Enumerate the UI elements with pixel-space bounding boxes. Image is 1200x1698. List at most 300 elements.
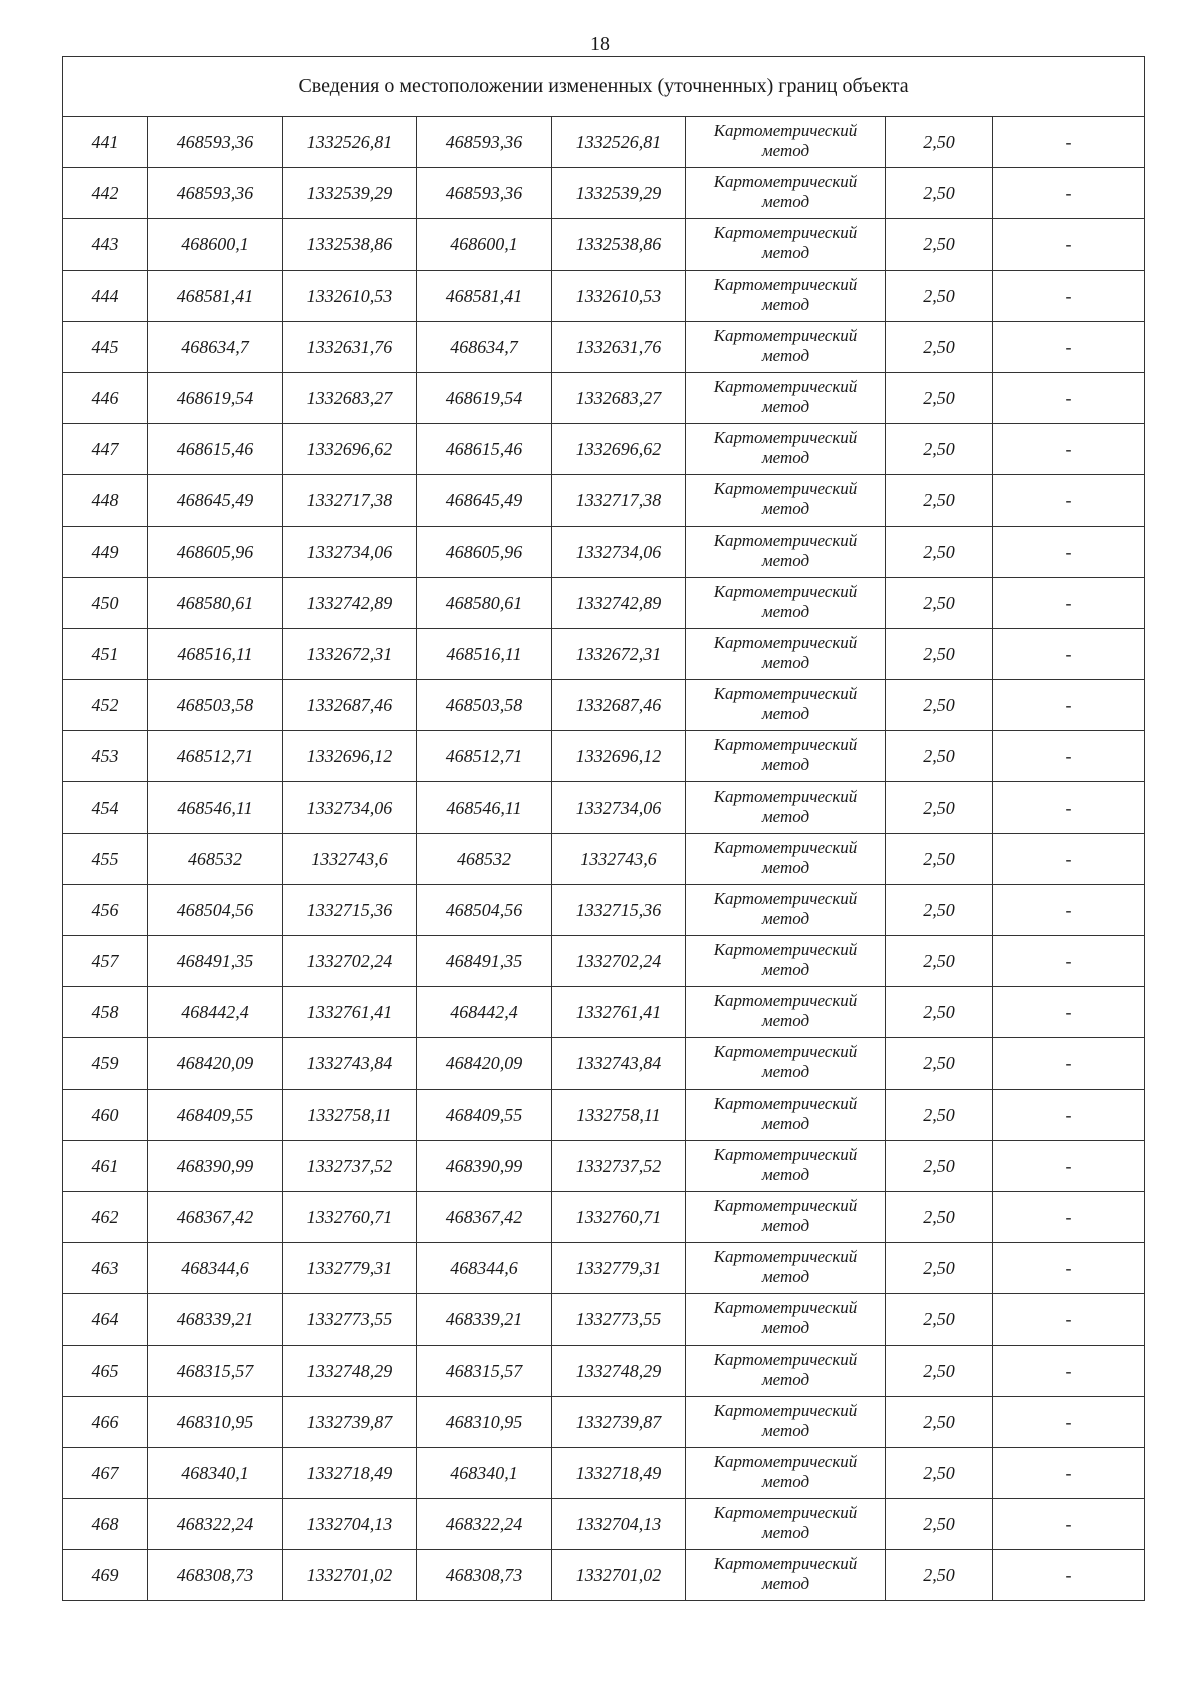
table-row bbox=[63, 117, 1145, 168]
table-row bbox=[63, 270, 1145, 321]
method-line: Картометрический bbox=[713, 632, 858, 652]
note-cell: - bbox=[993, 372, 1145, 423]
existing-x-cell: 468339,21 bbox=[148, 1294, 283, 1345]
existing-x-cell: 468308,73 bbox=[148, 1550, 283, 1601]
point-number-cell: 449 bbox=[63, 526, 148, 577]
method-line: Картометрический bbox=[713, 325, 858, 345]
method-cell bbox=[686, 1499, 886, 1550]
method-line: Картометрический bbox=[713, 1503, 858, 1523]
method-line: Картометрический bbox=[713, 530, 858, 550]
method-cell bbox=[686, 731, 886, 782]
method-line: метод bbox=[761, 294, 810, 314]
note-cell: - bbox=[993, 1243, 1145, 1294]
note-cell: - bbox=[993, 475, 1145, 526]
existing-y-cell: 1332739,87 bbox=[283, 1396, 417, 1447]
refined-y-cell: 1332743,6 bbox=[552, 833, 686, 884]
existing-x-cell: 468600,1 bbox=[148, 219, 283, 270]
note-cell: - bbox=[993, 731, 1145, 782]
method-line: Картометрический bbox=[713, 428, 858, 448]
refined-y-cell: 1332526,81 bbox=[552, 117, 686, 168]
accuracy-cell: 2,50 bbox=[886, 424, 993, 475]
method-line: метод bbox=[761, 652, 810, 672]
method-line: метод bbox=[761, 960, 810, 980]
point-number-cell: 467 bbox=[63, 1447, 148, 1498]
existing-y-cell: 1332672,31 bbox=[283, 628, 417, 679]
refined-x-cell: 468315,57 bbox=[417, 1345, 552, 1396]
refined-y-cell: 1332701,02 bbox=[552, 1550, 686, 1601]
existing-x-cell: 468615,46 bbox=[148, 424, 283, 475]
existing-x-cell: 468310,95 bbox=[148, 1396, 283, 1447]
method-line: Картометрический bbox=[713, 223, 858, 243]
existing-y-cell: 1332704,13 bbox=[283, 1499, 417, 1550]
existing-x-cell: 468420,09 bbox=[148, 1038, 283, 1089]
method-line: метод bbox=[761, 550, 810, 570]
method-line: Картометрический bbox=[713, 940, 858, 960]
refined-x-cell: 468409,55 bbox=[417, 1089, 552, 1140]
point-number-cell: 461 bbox=[63, 1140, 148, 1191]
refined-x-cell: 468645,49 bbox=[417, 475, 552, 526]
note-cell: - bbox=[993, 1447, 1145, 1498]
note-cell: - bbox=[993, 117, 1145, 168]
method-line: Картометрический bbox=[713, 786, 858, 806]
method-line: метод bbox=[761, 1164, 810, 1184]
refined-y-cell: 1332538,86 bbox=[552, 219, 686, 270]
existing-x-cell: 468593,36 bbox=[148, 117, 283, 168]
method-cell bbox=[686, 168, 886, 219]
point-number-cell: 464 bbox=[63, 1294, 148, 1345]
method-line: метод bbox=[761, 1574, 810, 1594]
method-cell bbox=[686, 270, 886, 321]
existing-x-cell: 468512,71 bbox=[148, 731, 283, 782]
existing-y-cell: 1332696,62 bbox=[283, 424, 417, 475]
accuracy-cell: 2,50 bbox=[886, 1499, 993, 1550]
refined-y-cell: 1332760,71 bbox=[552, 1191, 686, 1242]
existing-y-cell: 1332701,02 bbox=[283, 1550, 417, 1601]
point-number-cell: 462 bbox=[63, 1191, 148, 1242]
method-cell bbox=[686, 1140, 886, 1191]
method-line: Картометрический bbox=[713, 1042, 858, 1062]
note-cell: - bbox=[993, 987, 1145, 1038]
note-cell: - bbox=[993, 1345, 1145, 1396]
refined-x-cell: 468339,21 bbox=[417, 1294, 552, 1345]
refined-y-cell: 1332717,38 bbox=[552, 475, 686, 526]
refined-x-cell: 468605,96 bbox=[417, 526, 552, 577]
existing-y-cell: 1332758,11 bbox=[283, 1089, 417, 1140]
method-cell bbox=[686, 1038, 886, 1089]
method-cell bbox=[686, 1089, 886, 1140]
refined-y-cell: 1332683,27 bbox=[552, 372, 686, 423]
existing-y-cell: 1332760,71 bbox=[283, 1191, 417, 1242]
refined-y-cell: 1332696,12 bbox=[552, 731, 686, 782]
accuracy-cell: 2,50 bbox=[886, 526, 993, 577]
method-cell bbox=[686, 1191, 886, 1242]
table-row bbox=[63, 1345, 1145, 1396]
existing-y-cell: 1332761,41 bbox=[283, 987, 417, 1038]
method-cell bbox=[686, 833, 886, 884]
refined-x-cell: 468442,4 bbox=[417, 987, 552, 1038]
refined-y-cell: 1332539,29 bbox=[552, 168, 686, 219]
note-cell: - bbox=[993, 1396, 1145, 1447]
method-line: метод bbox=[761, 1011, 810, 1031]
accuracy-cell: 2,50 bbox=[886, 628, 993, 679]
method-line: метод bbox=[761, 1471, 810, 1491]
method-cell bbox=[686, 1294, 886, 1345]
method-line: Картометрический bbox=[713, 888, 858, 908]
table-row bbox=[63, 1089, 1145, 1140]
method-cell bbox=[686, 1550, 886, 1601]
existing-y-cell: 1332717,38 bbox=[283, 475, 417, 526]
accuracy-cell: 2,50 bbox=[886, 731, 993, 782]
table-title: Сведения о местоположении измененных (уточненных) границ объекта bbox=[63, 57, 1145, 117]
method-cell bbox=[686, 628, 886, 679]
existing-x-cell: 468580,61 bbox=[148, 577, 283, 628]
method-cell bbox=[686, 1243, 886, 1294]
method-cell bbox=[686, 372, 886, 423]
existing-x-cell: 468645,49 bbox=[148, 475, 283, 526]
accuracy-cell: 2,50 bbox=[886, 782, 993, 833]
refined-y-cell: 1332734,06 bbox=[552, 782, 686, 833]
refined-x-cell: 468322,24 bbox=[417, 1499, 552, 1550]
note-cell: - bbox=[993, 1089, 1145, 1140]
method-cell bbox=[686, 1447, 886, 1498]
point-number-cell: 454 bbox=[63, 782, 148, 833]
method-cell bbox=[686, 1396, 886, 1447]
refined-y-cell: 1332610,53 bbox=[552, 270, 686, 321]
method-cell bbox=[686, 424, 886, 475]
note-cell: - bbox=[993, 1294, 1145, 1345]
refined-y-cell: 1332702,24 bbox=[552, 936, 686, 987]
point-number-cell: 469 bbox=[63, 1550, 148, 1601]
boundary-coordinates-table bbox=[62, 56, 1145, 1601]
existing-x-cell: 468491,35 bbox=[148, 936, 283, 987]
existing-y-cell: 1332538,86 bbox=[283, 219, 417, 270]
existing-y-cell: 1332742,89 bbox=[283, 577, 417, 628]
table-row bbox=[63, 168, 1145, 219]
table-row bbox=[63, 577, 1145, 628]
existing-y-cell: 1332526,81 bbox=[283, 117, 417, 168]
note-cell: - bbox=[993, 577, 1145, 628]
point-number-cell: 445 bbox=[63, 321, 148, 372]
existing-x-cell: 468605,96 bbox=[148, 526, 283, 577]
point-number-cell: 448 bbox=[63, 475, 148, 526]
existing-x-cell: 468344,6 bbox=[148, 1243, 283, 1294]
accuracy-cell: 2,50 bbox=[886, 372, 993, 423]
existing-x-cell: 468546,11 bbox=[148, 782, 283, 833]
existing-x-cell: 468532 bbox=[148, 833, 283, 884]
point-number-cell: 463 bbox=[63, 1243, 148, 1294]
table-row bbox=[63, 680, 1145, 731]
method-line: Картометрический bbox=[713, 377, 858, 397]
accuracy-cell: 2,50 bbox=[886, 987, 993, 1038]
refined-y-cell: 1332748,29 bbox=[552, 1345, 686, 1396]
accuracy-cell: 2,50 bbox=[886, 833, 993, 884]
point-number-cell: 450 bbox=[63, 577, 148, 628]
method-line: метод bbox=[761, 601, 810, 621]
method-cell bbox=[686, 987, 886, 1038]
point-number-cell: 453 bbox=[63, 731, 148, 782]
point-number-cell: 447 bbox=[63, 424, 148, 475]
note-cell: - bbox=[993, 680, 1145, 731]
existing-x-cell: 468503,58 bbox=[148, 680, 283, 731]
refined-x-cell: 468367,42 bbox=[417, 1191, 552, 1242]
method-line: Картометрический bbox=[713, 1451, 858, 1471]
method-line: Картометрический bbox=[713, 581, 858, 601]
refined-y-cell: 1332743,84 bbox=[552, 1038, 686, 1089]
point-number-cell: 466 bbox=[63, 1396, 148, 1447]
existing-x-cell: 468516,11 bbox=[148, 628, 283, 679]
method-cell bbox=[686, 1345, 886, 1396]
table-row bbox=[63, 1140, 1145, 1191]
point-number-cell: 456 bbox=[63, 884, 148, 935]
refined-x-cell: 468420,09 bbox=[417, 1038, 552, 1089]
note-cell: - bbox=[993, 936, 1145, 987]
note-cell: - bbox=[993, 219, 1145, 270]
method-line: метод bbox=[761, 397, 810, 417]
method-line: метод bbox=[761, 192, 810, 212]
method-cell bbox=[686, 219, 886, 270]
table-row bbox=[63, 1243, 1145, 1294]
refined-y-cell: 1332737,52 bbox=[552, 1140, 686, 1191]
point-number-cell: 444 bbox=[63, 270, 148, 321]
existing-y-cell: 1332718,49 bbox=[283, 1447, 417, 1498]
existing-y-cell: 1332748,29 bbox=[283, 1345, 417, 1396]
refined-x-cell: 468634,7 bbox=[417, 321, 552, 372]
accuracy-cell: 2,50 bbox=[886, 168, 993, 219]
note-cell: - bbox=[993, 833, 1145, 884]
existing-x-cell: 468619,54 bbox=[148, 372, 283, 423]
refined-y-cell: 1332734,06 bbox=[552, 526, 686, 577]
point-number-cell: 458 bbox=[63, 987, 148, 1038]
existing-x-cell: 468504,56 bbox=[148, 884, 283, 935]
refined-y-cell: 1332773,55 bbox=[552, 1294, 686, 1345]
refined-y-cell: 1332779,31 bbox=[552, 1243, 686, 1294]
refined-x-cell: 468308,73 bbox=[417, 1550, 552, 1601]
table-row bbox=[63, 884, 1145, 935]
existing-y-cell: 1332702,24 bbox=[283, 936, 417, 987]
point-number-cell: 468 bbox=[63, 1499, 148, 1550]
point-number-cell: 446 bbox=[63, 372, 148, 423]
accuracy-cell: 2,50 bbox=[886, 1038, 993, 1089]
accuracy-cell: 2,50 bbox=[886, 321, 993, 372]
note-cell: - bbox=[993, 1038, 1145, 1089]
accuracy-cell: 2,50 bbox=[886, 577, 993, 628]
note-cell: - bbox=[993, 1140, 1145, 1191]
refined-x-cell: 468581,41 bbox=[417, 270, 552, 321]
table-row bbox=[63, 1396, 1145, 1447]
method-line: метод bbox=[761, 806, 810, 826]
accuracy-cell: 2,50 bbox=[886, 1396, 993, 1447]
method-line: метод bbox=[761, 1523, 810, 1543]
method-line: метод bbox=[761, 448, 810, 468]
accuracy-cell: 2,50 bbox=[886, 117, 993, 168]
table-row bbox=[63, 1499, 1145, 1550]
note-cell: - bbox=[993, 1191, 1145, 1242]
point-number-cell: 465 bbox=[63, 1345, 148, 1396]
table-row bbox=[63, 1294, 1145, 1345]
existing-y-cell: 1332779,31 bbox=[283, 1243, 417, 1294]
refined-y-cell: 1332761,41 bbox=[552, 987, 686, 1038]
method-line: метод bbox=[761, 1318, 810, 1338]
accuracy-cell: 2,50 bbox=[886, 1447, 993, 1498]
refined-y-cell: 1332704,13 bbox=[552, 1499, 686, 1550]
accuracy-cell: 2,50 bbox=[886, 1345, 993, 1396]
note-cell: - bbox=[993, 526, 1145, 577]
existing-x-cell: 468581,41 bbox=[148, 270, 283, 321]
note-cell: - bbox=[993, 321, 1145, 372]
existing-y-cell: 1332773,55 bbox=[283, 1294, 417, 1345]
method-line: метод bbox=[761, 755, 810, 775]
refined-x-cell: 468340,1 bbox=[417, 1447, 552, 1498]
method-line: Картометрический bbox=[713, 991, 858, 1011]
accuracy-cell: 2,50 bbox=[886, 1191, 993, 1242]
existing-y-cell: 1332734,06 bbox=[283, 782, 417, 833]
method-line: метод bbox=[761, 243, 810, 263]
table-row bbox=[63, 1550, 1145, 1601]
existing-y-cell: 1332687,46 bbox=[283, 680, 417, 731]
note-cell: - bbox=[993, 1499, 1145, 1550]
point-number-cell: 457 bbox=[63, 936, 148, 987]
table-row bbox=[63, 936, 1145, 987]
method-line: метод bbox=[761, 499, 810, 519]
table-row bbox=[63, 628, 1145, 679]
method-cell bbox=[686, 321, 886, 372]
method-line: Картометрический bbox=[713, 121, 858, 141]
note-cell: - bbox=[993, 168, 1145, 219]
refined-x-cell: 468615,46 bbox=[417, 424, 552, 475]
refined-x-cell: 468532 bbox=[417, 833, 552, 884]
existing-x-cell: 468340,1 bbox=[148, 1447, 283, 1498]
refined-x-cell: 468580,61 bbox=[417, 577, 552, 628]
page-number: 18 bbox=[590, 33, 610, 55]
refined-x-cell: 468390,99 bbox=[417, 1140, 552, 1191]
refined-x-cell: 468491,35 bbox=[417, 936, 552, 987]
method-line: Картометрический bbox=[713, 1093, 858, 1113]
refined-y-cell: 1332631,76 bbox=[552, 321, 686, 372]
table-row bbox=[63, 1191, 1145, 1242]
accuracy-cell: 2,50 bbox=[886, 936, 993, 987]
table-row bbox=[63, 526, 1145, 577]
method-line: Картометрический bbox=[713, 837, 858, 857]
existing-x-cell: 468634,7 bbox=[148, 321, 283, 372]
refined-x-cell: 468546,11 bbox=[417, 782, 552, 833]
point-number-cell: 460 bbox=[63, 1089, 148, 1140]
method-line: Картометрический bbox=[713, 1298, 858, 1318]
method-cell bbox=[686, 936, 886, 987]
note-cell: - bbox=[993, 628, 1145, 679]
existing-y-cell: 1332734,06 bbox=[283, 526, 417, 577]
method-line: метод bbox=[761, 704, 810, 724]
accuracy-cell: 2,50 bbox=[886, 475, 993, 526]
refined-y-cell: 1332758,11 bbox=[552, 1089, 686, 1140]
table-row bbox=[63, 321, 1145, 372]
refined-x-cell: 468516,11 bbox=[417, 628, 552, 679]
existing-y-cell: 1332715,36 bbox=[283, 884, 417, 935]
existing-y-cell: 1332631,76 bbox=[283, 321, 417, 372]
accuracy-cell: 2,50 bbox=[886, 1089, 993, 1140]
point-number-cell: 455 bbox=[63, 833, 148, 884]
point-number-cell: 459 bbox=[63, 1038, 148, 1089]
existing-y-cell: 1332683,27 bbox=[283, 372, 417, 423]
method-line: Картометрический bbox=[713, 1247, 858, 1267]
method-line: Картометрический bbox=[713, 1554, 858, 1574]
refined-x-cell: 468593,36 bbox=[417, 168, 552, 219]
method-line: Картометрический bbox=[713, 274, 858, 294]
method-cell bbox=[686, 680, 886, 731]
method-line: метод bbox=[761, 1113, 810, 1133]
method-line: метод bbox=[761, 1216, 810, 1236]
refined-x-cell: 468310,95 bbox=[417, 1396, 552, 1447]
point-number-cell: 443 bbox=[63, 219, 148, 270]
accuracy-cell: 2,50 bbox=[886, 219, 993, 270]
refined-y-cell: 1332715,36 bbox=[552, 884, 686, 935]
method-line: Картометрический bbox=[713, 1144, 858, 1164]
existing-y-cell: 1332610,53 bbox=[283, 270, 417, 321]
accuracy-cell: 2,50 bbox=[886, 1550, 993, 1601]
note-cell: - bbox=[993, 424, 1145, 475]
accuracy-cell: 2,50 bbox=[886, 884, 993, 935]
existing-x-cell: 468322,24 bbox=[148, 1499, 283, 1550]
method-cell bbox=[686, 475, 886, 526]
accuracy-cell: 2,50 bbox=[886, 270, 993, 321]
existing-x-cell: 468442,4 bbox=[148, 987, 283, 1038]
table-body bbox=[63, 117, 1145, 1601]
method-line: метод bbox=[761, 857, 810, 877]
accuracy-cell: 2,50 bbox=[886, 1294, 993, 1345]
table-row bbox=[63, 1038, 1145, 1089]
refined-y-cell: 1332672,31 bbox=[552, 628, 686, 679]
table-row bbox=[63, 219, 1145, 270]
refined-y-cell: 1332687,46 bbox=[552, 680, 686, 731]
refined-x-cell: 468344,6 bbox=[417, 1243, 552, 1294]
refined-x-cell: 468593,36 bbox=[417, 117, 552, 168]
refined-y-cell: 1332742,89 bbox=[552, 577, 686, 628]
existing-y-cell: 1332737,52 bbox=[283, 1140, 417, 1191]
note-cell: - bbox=[993, 1550, 1145, 1601]
method-line: Картометрический bbox=[713, 172, 858, 192]
point-number-cell: 452 bbox=[63, 680, 148, 731]
method-line: метод bbox=[761, 141, 810, 161]
table-row bbox=[63, 424, 1145, 475]
method-line: метод bbox=[761, 345, 810, 365]
table-row bbox=[63, 731, 1145, 782]
existing-y-cell: 1332539,29 bbox=[283, 168, 417, 219]
method-cell bbox=[686, 884, 886, 935]
method-cell bbox=[686, 117, 886, 168]
point-number-cell: 441 bbox=[63, 117, 148, 168]
table-row bbox=[63, 475, 1145, 526]
method-line: Картометрический bbox=[713, 684, 858, 704]
refined-y-cell: 1332696,62 bbox=[552, 424, 686, 475]
method-line: Картометрический bbox=[713, 1196, 858, 1216]
refined-x-cell: 468600,1 bbox=[417, 219, 552, 270]
method-line: метод bbox=[761, 1369, 810, 1389]
refined-x-cell: 468619,54 bbox=[417, 372, 552, 423]
method-line: Картометрический bbox=[713, 479, 858, 499]
table-row bbox=[63, 987, 1145, 1038]
refined-x-cell: 468512,71 bbox=[417, 731, 552, 782]
method-line: метод bbox=[761, 1062, 810, 1082]
table-row bbox=[63, 1447, 1145, 1498]
table-row bbox=[63, 372, 1145, 423]
refined-x-cell: 468503,58 bbox=[417, 680, 552, 731]
existing-y-cell: 1332743,6 bbox=[283, 833, 417, 884]
note-cell: - bbox=[993, 884, 1145, 935]
point-number-cell: 451 bbox=[63, 628, 148, 679]
accuracy-cell: 2,50 bbox=[886, 1243, 993, 1294]
method-line: Картометрический bbox=[713, 735, 858, 755]
table-row bbox=[63, 782, 1145, 833]
refined-x-cell: 468504,56 bbox=[417, 884, 552, 935]
